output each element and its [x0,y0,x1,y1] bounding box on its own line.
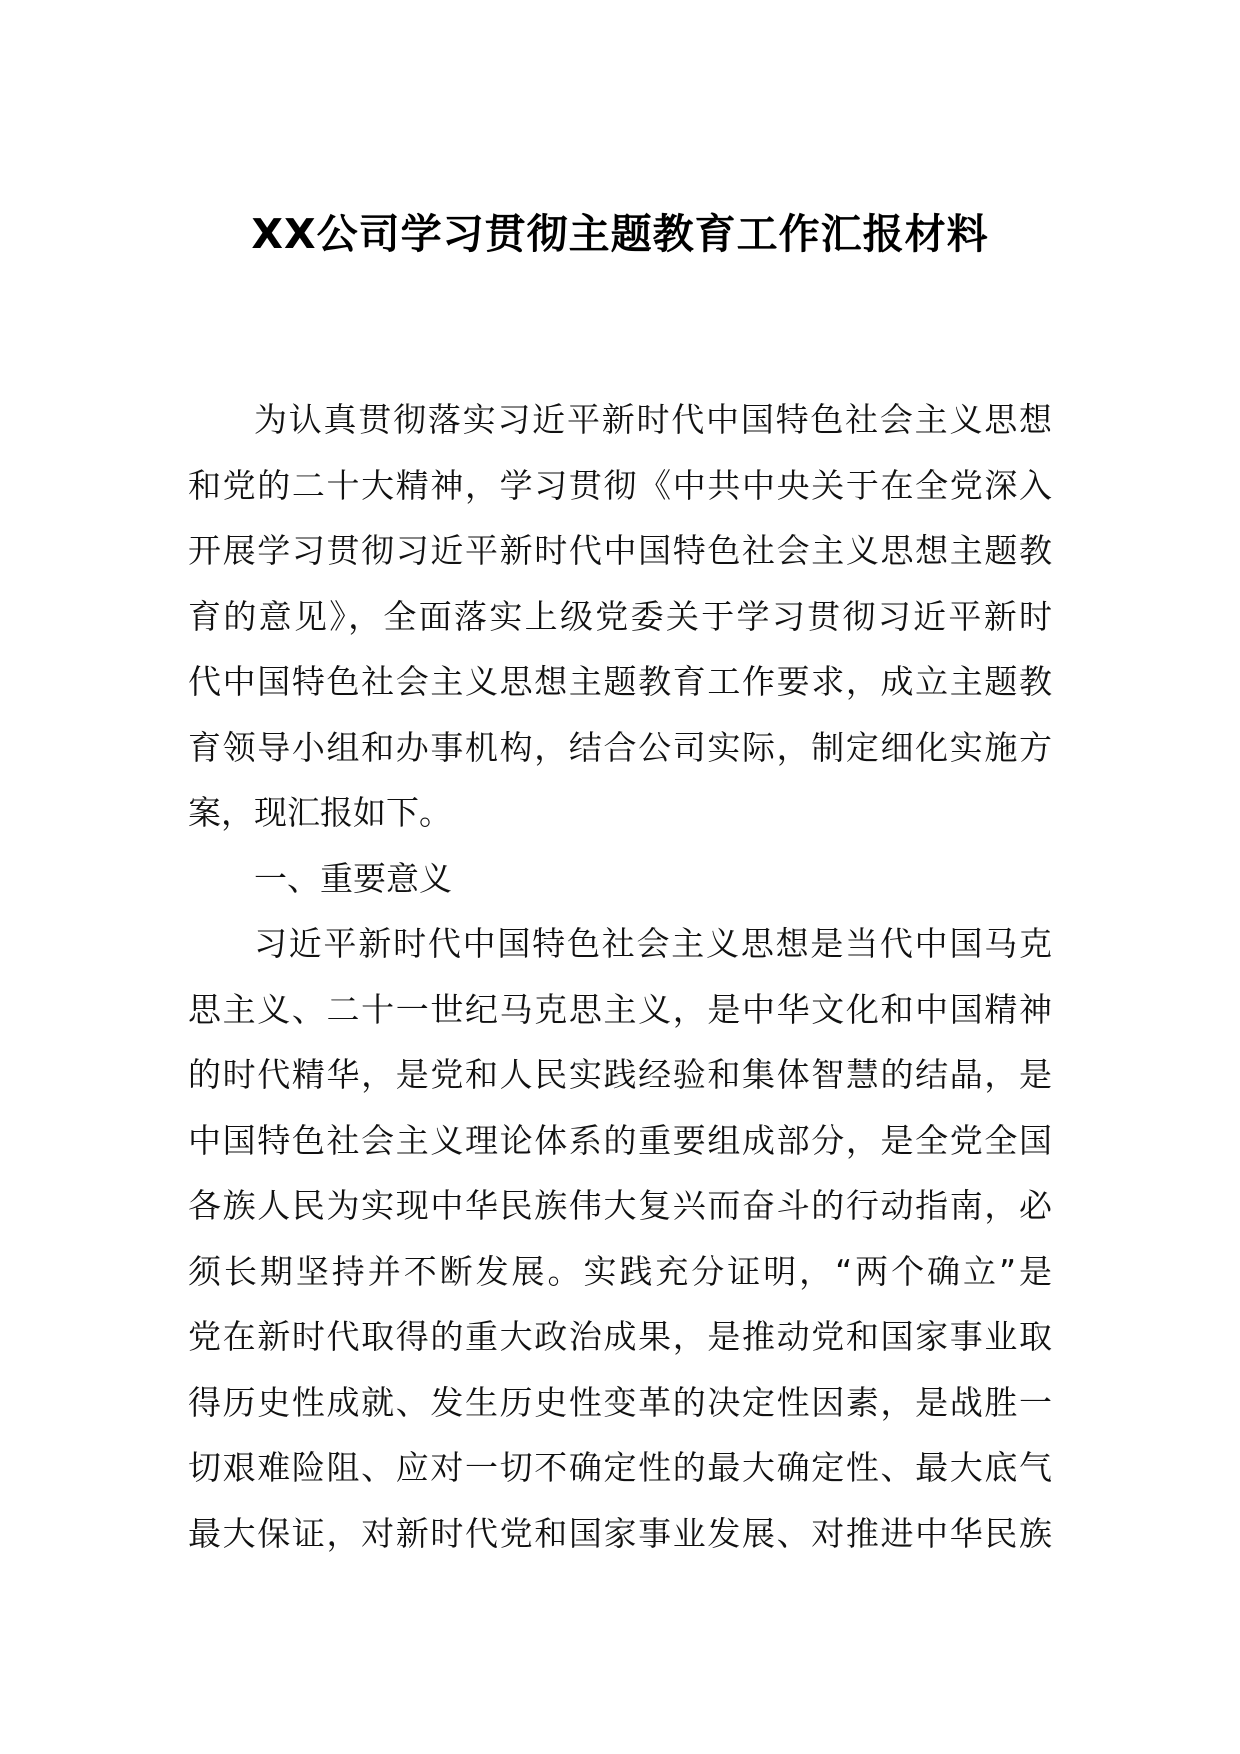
paragraph-intro-line: 代中国特色社会主义思想主题教育工作要求，成立主题教 [188,662,1052,701]
paragraph-significance-line: 各族人民为实现中华民族伟大复兴而奋斗的行动指南，必 [188,1186,1052,1225]
document-body [188,387,1052,1566]
paragraph-intro-line: 开展学习贯彻习近平新时代中国特色社会主义思想主题教 [188,531,1052,570]
paragraph-intro-line: 案，现汇报如下。 [188,793,452,832]
paragraph-significance-line: 最大保证，对新时代党和国家事业发展、对推进中华民族 [188,1513,1052,1553]
paragraph-significance-line: 中国特色社会主义理论体系的重要组成部分，是全党全国 [188,1120,1052,1160]
paragraph-intro-line: 为认真贯彻落实习近平新时代中国特色社会主义思想 [254,400,1052,439]
paragraph-significance-line: 得历史性成就、发生历史性变革的决定性因素，是战胜一 [188,1382,1052,1422]
paragraph-intro-line: 育的意见》，全面落实上级党委关于学习贯彻习近平新时 [188,596,1052,636]
paragraph-significance-line: 党在新时代取得的重大政治成果，是推动党和国家事业取 [188,1317,1052,1356]
document-title: XX公司学习贯彻主题教育工作汇报材料 [251,210,989,258]
paragraph-intro-line: 育领导小组和办事机构，结合公司实际，制定细化实施方 [188,727,1052,767]
paragraph-significance-line: 习近平新时代中国特色社会主义思想是当代中国马克 [254,924,1052,963]
paragraph-significance-line: 切艰难险阻、应对一切不确定性的最大确定性、最大底气 [188,1448,1052,1487]
paragraph-significance-line: 思主义、二十一世纪马克思主义，是中华文化和中国精神 [188,989,1052,1029]
paragraph-significance-line: 的时代精华，是党和人民实践经验和集体智慧的结晶，是 [188,1055,1052,1094]
paragraph-intro-line: 和党的二十大精神，学习贯彻《中共中央关于在全党深入 [188,465,1052,505]
section-heading: 一、重要意义 [254,858,452,898]
paragraph-significance-line: 须长期坚持并不断发展。实践充分证明，“两个确立”是 [188,1251,1052,1291]
